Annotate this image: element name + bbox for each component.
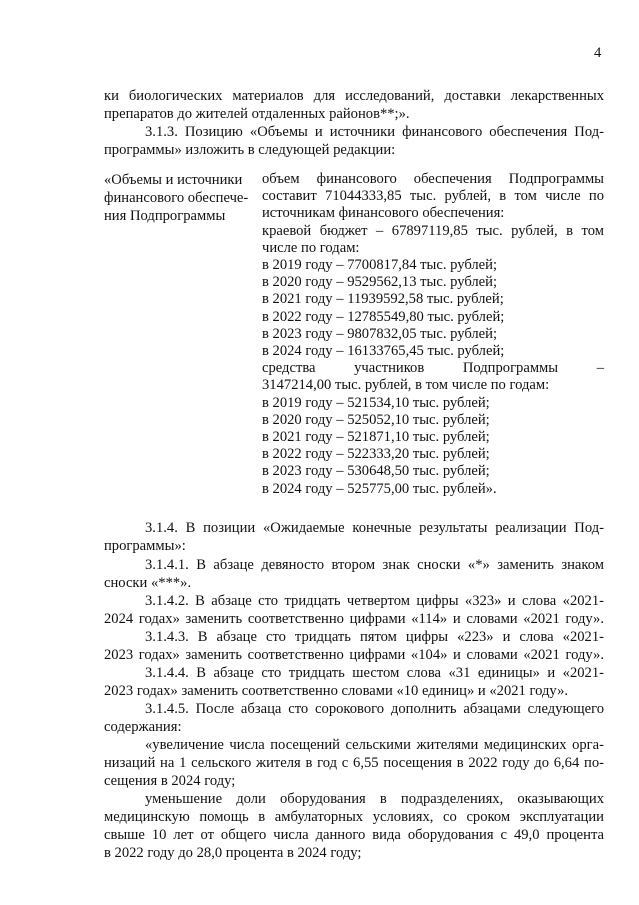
table-value-line: в 2021 году – 11939592,58 тыс. рублей; — [262, 291, 504, 308]
table-value-line: в 2019 году – 7700817,84 тыс. рублей; — [262, 257, 498, 274]
item-3-1-4-2-line-2: 2024 годах» заменить соответственно цифрами «114» и словами «2021 году». — [104, 611, 604, 627]
quote-1-line-3: сещения в 2024 году; — [104, 773, 236, 789]
table-value-line: составит 71044333,85 тыс. рублей, в том числе по — [262, 188, 604, 205]
table-value-line: числе по годам: — [262, 239, 360, 256]
table-value-line: объем финансового обеспечения Подпрограммы — [262, 171, 604, 187]
table-value-line: в 2023 году – 530648,50 тыс. рублей; — [262, 463, 490, 480]
quote-2-line-1: уменьшение доли оборудования в подразделениях, оказывающих — [145, 791, 604, 807]
table-value-line: в 2022 году – 12785549,80 тыс. рублей; — [262, 308, 505, 325]
item-3-1-4-line-1: 3.1.4. В позиции «Ожидаемые конечные результаты реализации Под- — [145, 520, 604, 536]
item-3-1-4-line-2: программы»: — [104, 538, 186, 554]
table-value-line: в 2023 году – 9807832,05 тыс. рублей; — [262, 325, 498, 342]
quote-2-line-4: в 2022 году до 28,0 процента в 2024 году; — [104, 845, 362, 861]
table-value-line: 3147214,00 тыс. рублей, в том числе по годам: — [262, 377, 550, 394]
table-value-line: в 2020 году – 9529562,13 тыс. рублей; — [262, 274, 498, 291]
item-3-1-4-5-line-2: содержания: — [104, 719, 182, 735]
item-3-1-4-2-line-1: 3.1.4.2. В абзаце сто тридцать четвертом цифры «323» и слова «2021- — [145, 593, 604, 609]
item-3-1-4-5-line-1: 3.1.4.5. После абзаца сто сорокового дополнить абзацами следующего — [145, 701, 604, 717]
table-value-line: в 2024 году – 16133765,45 тыс. рублей; — [262, 343, 505, 360]
table-value-line: средства участников Подпрограммы – — [262, 360, 604, 377]
table-label-line: ния Подпрограммы — [104, 208, 226, 225]
item-3-1-4-3-line-2: 2023 годах» заменить соответственно цифрами «104» и словами «2021 году». — [104, 647, 604, 663]
quote-1-line-1: «увеличение числа посещений сельскими жителями медицинских орга- — [145, 737, 604, 753]
item-3-1-4-4-line-2: 2023 годах» заменить соответственно словами «10 единиц» и «2021 году». — [104, 683, 569, 699]
table-label-line: финансового обеспече- — [104, 190, 249, 207]
quote-2-line-2: медицинскую помощь в амбулаторных условиях, со сроком эксплуатации — [104, 809, 604, 825]
table-value-line: в 2019 году – 521534,10 тыс. рублей; — [262, 394, 490, 411]
table-value-column — [262, 171, 604, 498]
item-3-1-4-3-line-1: 3.1.4.3. В абзаце сто тридцать пятом цифры «223» и слова «2021- — [145, 629, 604, 645]
item-3-1-3-line-1: 3.1.3. Позицию «Объемы и источники финансового обеспечения Под- — [145, 124, 604, 140]
intro-line-1: ки биологических материалов для исследований, доставки лекарственных — [104, 88, 604, 104]
table-label-line: «Объемы и источники — [104, 172, 243, 188]
table-value-line: в 2020 году – 525052,10 тыс. рублей; — [262, 411, 490, 428]
table-value-line: в 2022 году – 522333,20 тыс. рублей; — [262, 446, 490, 463]
item-3-1-4-1-line-1: 3.1.4.1. В абзаце девяносто втором знак сноски «*» заменить знаком — [145, 557, 604, 573]
table-value-line: в 2021 году – 521871,10 тыс. рублей; — [262, 429, 490, 446]
page-number: 4 — [594, 45, 602, 61]
table-value-line: источникам финансового обеспечения: — [262, 205, 505, 222]
table-label-column — [104, 171, 254, 226]
quote-1-line-2: низаций на 1 сельского жителя в год с 6,55 посещения в 2022 году до 6,64 по- — [104, 755, 604, 771]
table-value-line: в 2024 году – 525775,00 тыс. рублей». — [262, 480, 497, 497]
item-3-1-3-line-2: программы» изложить в следующей редакции: — [104, 142, 396, 158]
intro-line-2: препаратов до жителей отдаленных районов**;». — [104, 106, 410, 122]
quote-2-line-3: свыше 10 лет от общего числа данного вида оборудования с 49,0 процента — [104, 827, 604, 843]
item-3-1-4-1-line-2: сноски «***». — [104, 575, 192, 591]
item-3-1-4-4-line-1: 3.1.4.4. В абзаце сто тридцать шестом слова «31 единицы» и «2021- — [145, 665, 604, 681]
table-value-line: краевой бюджет – 67897119,85 тыс. рублей, в том — [262, 222, 604, 239]
